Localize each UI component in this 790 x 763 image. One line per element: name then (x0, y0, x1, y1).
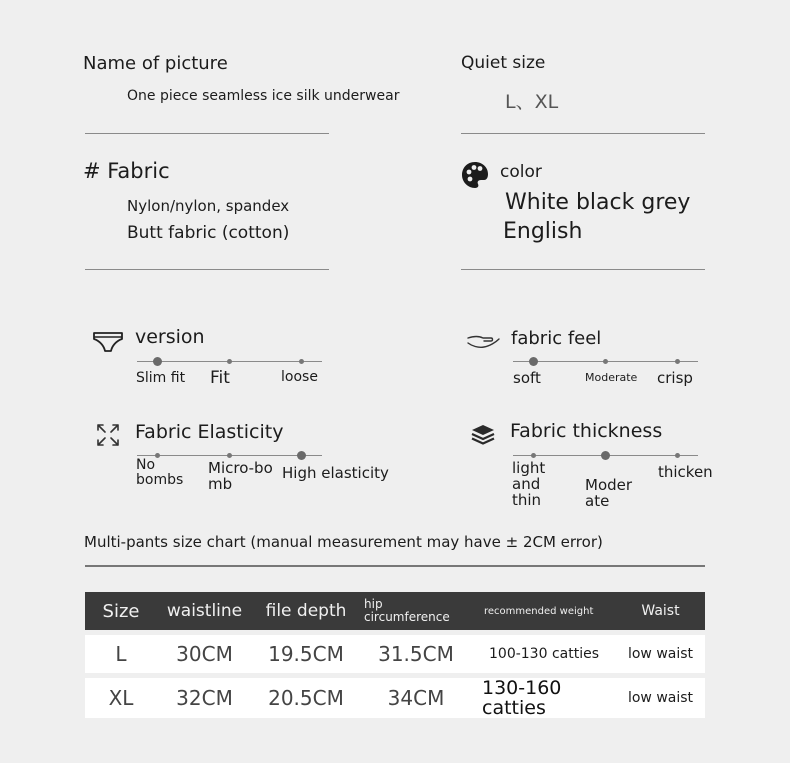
version-marker (299, 359, 304, 364)
version-marker (153, 357, 162, 366)
size-chart-table (85, 587, 705, 723)
fabric-feel-option-moderate: Moderate (585, 371, 638, 384)
cell-waist: low waist (616, 678, 705, 718)
version-marker (227, 359, 232, 364)
fabric-line-2: Butt fabric (cotton) (127, 223, 290, 243)
version-option-slim-fit: Slim fit (136, 370, 186, 386)
thickness-option-thicken: thicken (658, 463, 713, 481)
fabric-line-1: Nylon/nylon, spandex (127, 197, 290, 215)
thickness-option-light-thin: light and thin (512, 459, 546, 509)
cell-size: L (85, 635, 157, 673)
thickness-marker (675, 453, 680, 458)
table-row (85, 635, 705, 673)
fabric-feel-option-soft: soft (513, 369, 541, 387)
cell-file-depth: 19.5CM (252, 635, 360, 673)
layers-icon (470, 423, 496, 447)
thickness-marker (531, 453, 536, 458)
thickness-marker (601, 451, 610, 460)
divider (85, 269, 329, 270)
version-label: version (135, 326, 205, 348)
elasticity-option-high: High elasticity (282, 464, 389, 482)
color-label: color (500, 162, 542, 182)
cell-file-depth: 20.5CM (252, 678, 360, 718)
color-line-2: English (503, 219, 583, 244)
hand-icon (466, 331, 500, 351)
color-line-1: White black grey (505, 190, 691, 215)
fabric-feel-label: fabric feel (511, 328, 602, 349)
name-of-picture-label: Name of picture (83, 53, 228, 74)
cell-waist: low waist (616, 635, 705, 673)
elasticity-label: Fabric Elasticity (135, 421, 284, 443)
stretch-arrows-icon (96, 423, 120, 447)
thickness-label: Fabric thickness (510, 420, 663, 442)
cell-waistline: 30CM (157, 635, 252, 673)
name-of-picture-value: One piece seamless ice silk underwear (127, 88, 400, 104)
thickness-option-moderate: Moderate (585, 476, 633, 510)
header-waistline: waistline (157, 592, 252, 630)
fabric-feel-marker (603, 359, 608, 364)
header-file-depth: file depth (252, 592, 360, 630)
table-row (85, 678, 705, 718)
header-recommended-weight: recommended weight (472, 592, 616, 630)
header-waist: Waist (616, 592, 705, 630)
elasticity-marker (297, 451, 306, 460)
quiet-size-label: Quiet size (461, 53, 546, 73)
version-option-fit: Fit (210, 368, 230, 388)
header-hip-circumference: hip circumference (360, 592, 472, 630)
cell-hip-circumference: 34CM (360, 678, 472, 718)
palette-icon (460, 160, 490, 190)
divider (461, 269, 705, 270)
cell-waistline: 32CM (157, 678, 252, 718)
header-size: Size (85, 592, 157, 630)
elasticity-option-micro-bomb: Micro-bomb (208, 459, 273, 493)
version-option-loose: loose (281, 369, 318, 385)
elasticity-marker (227, 453, 232, 458)
cell-hip-circumference: 31.5CM (360, 635, 472, 673)
cell-recommended-weight: 130-160 catties (472, 678, 616, 718)
fabric-label: # Fabric (83, 159, 170, 183)
fabric-feel-marker (675, 359, 680, 364)
cell-recommended-weight: 100-130 catties (472, 635, 616, 673)
cell-size: XL (85, 678, 157, 718)
fabric-feel-option-crisp: crisp (657, 369, 693, 387)
divider (85, 565, 705, 567)
divider (461, 133, 705, 134)
fabric-feel-marker (529, 357, 538, 366)
briefs-icon (92, 330, 124, 354)
size-chart-title: Multi-pants size chart (manual measurement may have ± 2CM error) (84, 533, 603, 551)
size-chart-header-row (85, 592, 705, 630)
quiet-size-value: L、XL (505, 91, 559, 113)
divider (85, 133, 329, 134)
elasticity-option-no-bombs: No bombs (136, 457, 184, 488)
